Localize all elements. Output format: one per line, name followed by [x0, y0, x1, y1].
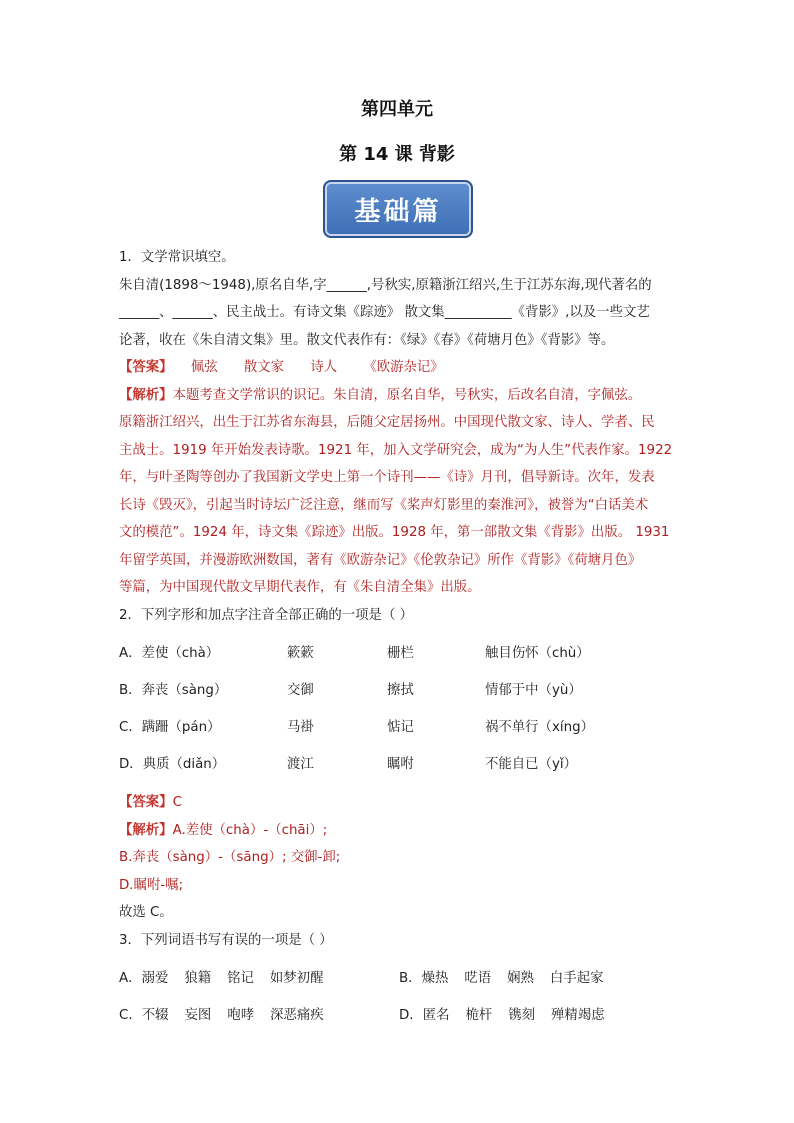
q3-option-c: [119, 1002, 399, 1030]
q1-answer: [119, 354, 679, 382]
q2-conclusion: 故选 C。: [119, 905, 173, 920]
q3-options-row: [119, 997, 679, 1034]
q1-analysis-line: [119, 382, 679, 410]
word: 呓语: [464, 970, 492, 986]
q3-option-d: [399, 1002, 679, 1030]
option-cell: D．典质（diǎn）: [119, 756, 226, 772]
q1-analysis-line: 文的模范”。1924 年，诗文集《踪迹》出版。1928 年，第一部散文集《背影》出版。 1931: [119, 525, 670, 540]
option-cell: 马褂: [287, 719, 314, 735]
q3-option-b: [399, 965, 679, 993]
q3-options-row: [119, 960, 679, 997]
q2-option-c: [119, 709, 679, 746]
analysis-text: A.差使（chà）-（chāi）;: [172, 822, 328, 838]
q1-stem: 1．文学常识填空。: [119, 250, 235, 265]
lesson-title: 第 14 课 背影: [339, 144, 455, 165]
answer-item: 《欧游杂记》: [363, 360, 444, 375]
q1-line-1: 朱自清(1898～1948),原名自华,字______,号秋实,原籍浙江绍兴,生于江苏东海,现代著名的: [119, 277, 652, 293]
unit-title: 第四单元: [361, 99, 433, 120]
option-cell: 簌簌: [287, 645, 314, 661]
answer-item: 散文家: [243, 360, 285, 375]
q3-option-a: [119, 965, 399, 993]
word: 妄图: [184, 1007, 212, 1023]
word: B．燥热: [399, 970, 449, 986]
option-cell: 情郁于中（yù）: [485, 682, 582, 698]
word: D．匿名: [399, 1007, 450, 1023]
q2-analysis-line: [119, 817, 679, 845]
word: 如梦初醒: [269, 970, 324, 986]
q2-option-d: [119, 746, 679, 783]
word: 深恶痛疾: [270, 1007, 324, 1023]
option-cell: A．差使（chà）: [119, 645, 220, 661]
option-cell: 不能自已（yǐ）: [485, 756, 577, 772]
answer-tag: 【答案】: [119, 795, 173, 810]
q1-analysis-line: 长诗《毁灭》，引起当时诗坛广泛注意，继而写《桨声灯影里的秦淮河》，被誉为“白话美术: [119, 497, 649, 513]
answer-item: 佩弦: [190, 360, 218, 375]
word: 狼籍: [184, 970, 212, 986]
worksheet-body: [119, 244, 679, 1034]
option-cell: 触目伤怀（chù）: [485, 645, 590, 661]
option-cell: 栅栏: [387, 645, 414, 661]
word: 咆哮: [227, 1007, 255, 1023]
option-cell: 擦拭: [387, 682, 414, 698]
option-cell: C．蹒跚（pán）: [119, 719, 221, 735]
option-cell: B．奔丧（sàng）: [119, 682, 228, 698]
q1-line-2: ______、______、民主战士。有诗文集《踪迹》 散文集__________《背影》,以及一些文艺: [119, 305, 650, 320]
option-cell: 祸不单行（xíng）: [485, 719, 594, 735]
q2-option-b: [119, 672, 679, 709]
word: 娴熟: [507, 970, 534, 986]
option-cell: 渡江: [287, 756, 314, 772]
word: 桅杆: [465, 1007, 493, 1023]
q1-analysis-line: 主战士。1919 年开始发表诗歌。1921 年，加入文学研究会，成为“为人生”代表作家。1922: [119, 442, 673, 458]
word: 殚精竭虑: [551, 1007, 605, 1023]
option-cell: 瞩咐: [387, 756, 414, 772]
analysis-tag: 【解析】: [119, 387, 173, 403]
word: 白手起家: [549, 970, 604, 986]
q2-stem: 2．下列字形和加点字注音全部正确的一项是（ ）: [119, 607, 413, 623]
word: C．不辍: [119, 1007, 169, 1023]
section-banner: 基础篇: [323, 180, 473, 238]
q2-answer: [119, 789, 679, 817]
q1-analysis-line: 年留学英国，并漫游欧洲数国，著有《欧游杂记》《伦敦杂记》所作《背影》《荷塘月色》: [119, 552, 642, 568]
answer-item: 诗人: [310, 360, 338, 375]
q1-analysis-line: 等篇，为中国现代散文早期代表作，有《朱自清全集》出版。: [119, 580, 481, 595]
answer-value: C: [172, 795, 182, 810]
word: A．溺爱: [119, 970, 169, 986]
analysis-text: 本题考查文学常识的识记。朱自清，原名自华，号秋实，后改名自清，字佩弦。: [172, 387, 642, 403]
word: 镌刻: [508, 1007, 536, 1023]
option-cell: 惦记: [387, 719, 414, 735]
option-cell: 交御: [287, 682, 314, 698]
q1-analysis-line: 年，与叶圣陶等创办了我国新文学史上第一个诗刊——《诗》月刊，倡导新诗。次年，发表: [119, 470, 655, 485]
q1-line-3: 论著，收在《朱自清文集》里。散文代表作有：《绿》《春》《荷塘月色》《背影》等。: [119, 332, 615, 348]
q2-analysis-line: D.瞩咐-嘱;: [119, 877, 184, 893]
q2-analysis-line: B.奔丧（sàng）-（sāng）; 交御-卸;: [119, 850, 341, 865]
q1-analysis-line: 原籍浙江绍兴，出生于江苏省东海县，后随父定居扬州。中国现代散文家、诗人、学者、民: [119, 415, 655, 430]
q3-stem: 3．下列词语书写有误的一项是（ ）: [119, 932, 333, 948]
analysis-tag: 【解析】: [119, 822, 173, 838]
word: 铭记: [227, 970, 254, 986]
answer-tag: 【答案】: [119, 360, 173, 375]
q2-option-a: [119, 635, 679, 672]
